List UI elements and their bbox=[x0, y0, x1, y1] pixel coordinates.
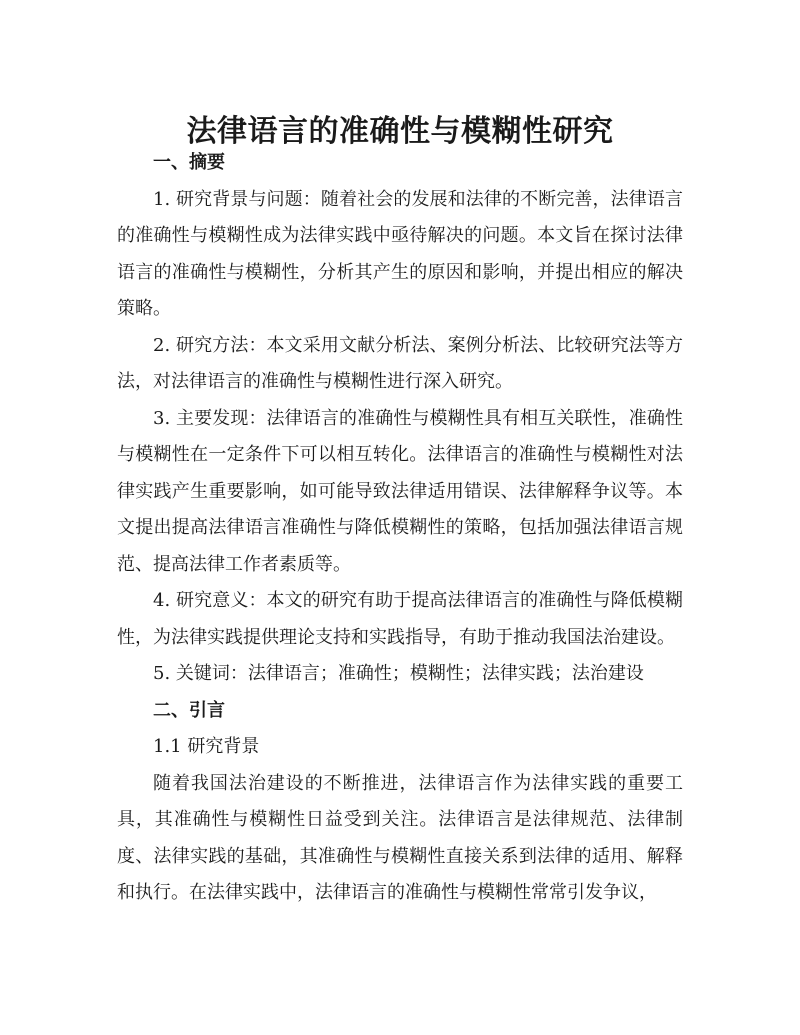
abstract-item-findings: 3. 主要发现：法律语言的准确性与模糊性具有相互关联性，准确性与模糊性在一定条件下可以相互转化。法律语言的准确性与模糊性对法律实践产生重要影响，如可能导致法律适用错误、法律解释争议等。本文提出提高法律语言准确性与降低模糊性的策略，包括加强法律语言规范、提高法律工作者素质等。 bbox=[117, 407, 683, 575]
section-heading-abstract: 一、摘要 bbox=[153, 152, 225, 173]
abstract-item-background: 1. 研究背景与问题：随着社会的发展和法律的不断完善，法律语言的准确性与模糊性成为法律实践中亟待解决的问题。本文旨在探讨法律语言的准确性与模糊性，分析其产生的原因和影响，并提出相应的解决策略。 bbox=[117, 188, 683, 319]
subsection-heading-background: 1.1 研究背景 bbox=[153, 736, 260, 757]
abstract-item-significance: 4. 研究意义：本文的研究有助于提高法律语言的准确性与降低模糊性，为法律实践提供理论支持和实践指导，有助于推动我国法治建设。 bbox=[117, 590, 683, 648]
document-body bbox=[117, 145, 683, 912]
introduction-paragraph: 随着我国法治建设的不断推进，法律语言作为法律实践的重要工具，其准确性与模糊性日益受到关注。法律语言是法律规范、法律制度、法律实践的基础，其准确性与模糊性直接关系到法律的适用、解释和执行。在法律实践中，法律语言的准确性与模糊性常常引发争议， bbox=[117, 772, 683, 903]
document-title: 法律语言的准确性与模糊性研究 bbox=[186, 114, 614, 150]
abstract-item-keywords: 5. 关键词：法律语言；准确性；模糊性；法律实践；法治建设 bbox=[153, 663, 644, 684]
section-heading-introduction: 二、引言 bbox=[153, 699, 225, 721]
abstract-item-methods: 2. 研究方法：本文采用文献分析法、案例分析法、比较研究法等方法，对法律语言的准确性与模糊性进行深入研究。 bbox=[117, 334, 683, 392]
